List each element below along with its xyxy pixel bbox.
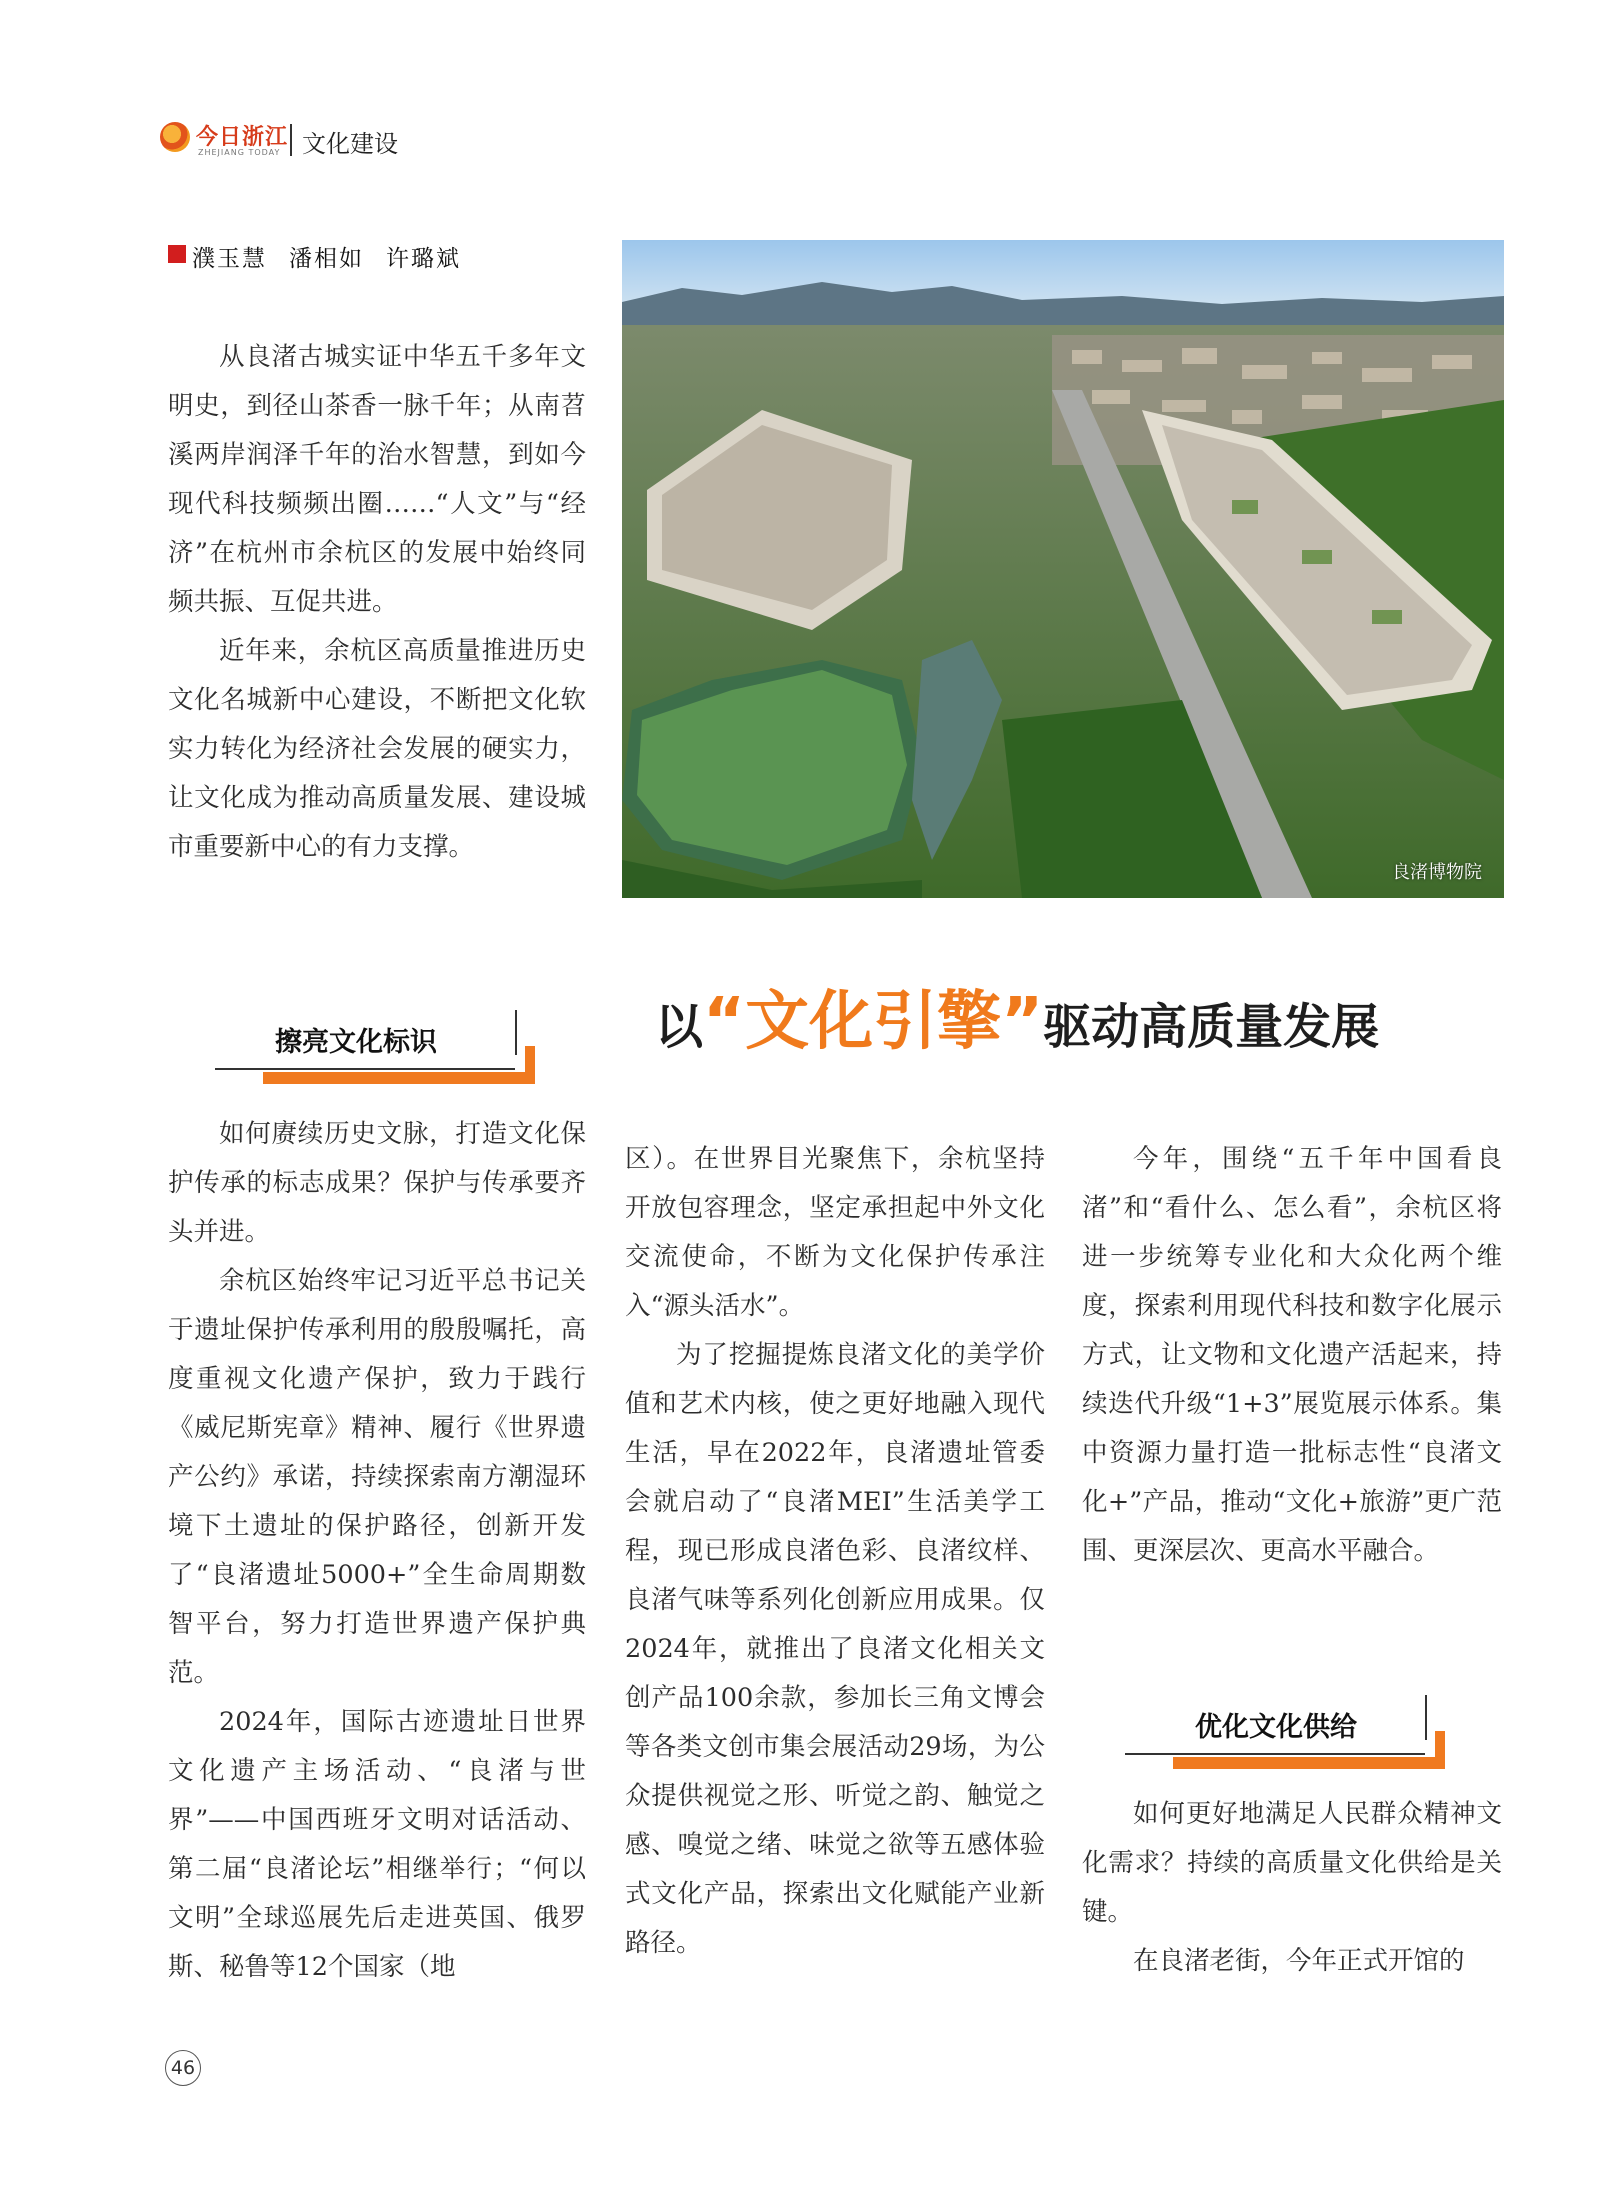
left-column (168, 1110, 586, 1992)
body-paragraph: 如何更好地满足人民群众精神文化需求？持续的高质量文化供给是关键。 (1082, 1799, 1502, 1927)
author-line (192, 240, 483, 273)
magazine-logo (160, 118, 300, 162)
body-paragraph: 如何赓续历史文脉，打造文化保护传承的标志成果？保护与传承要齐头并进。 (168, 1119, 586, 1247)
museum-aerial-photo (622, 240, 1504, 898)
intro-column (168, 333, 586, 872)
title-prefix: 以 (655, 999, 704, 1055)
body-paragraph: 今年，围绕“五千年中国看良渚”和“看什么、怎么看”，余杭区将进一步统筹专业化和大众化两个维度，探索利用现代科技和数字化展示方式，让文物和文化遗产活起来，持续迭代升级“1+3”展览展示体系。集中资源力量打造一批标志性“良渚文化+”产品，推动“文化+旅游”更广范围、更深层次、更高水平融合。 (1082, 1144, 1502, 1566)
right-column-bottom (1082, 1790, 1502, 1986)
author-name: 许璐斌 (386, 246, 461, 272)
middle-column (625, 1135, 1045, 1968)
title-highlight: “文化引擎” (703, 985, 1044, 1059)
body-paragraph: 余杭区始终牢记习近平总书记关于遗址保护传承利用的殷殷嘱托，高度重视文化遗产保护，致力于践行《威尼斯宪章》精神、履行《世界遗产公约》承诺，持续探索南方潮湿环境下土遗址的保护路径，创新开发了“良渚遗址5000+”全生命周期数智平台，努力打造世界遗产保护典范。 (168, 1266, 586, 1688)
logo-sun-icon (160, 122, 190, 152)
subheading-2 (1125, 1695, 1445, 1770)
author-name: 濮玉慧 (192, 246, 267, 272)
photo-caption: 良渚博物院 (1392, 862, 1482, 883)
subheading-text: 擦亮文化标识 (275, 1027, 437, 1058)
body-paragraph: 在良渚老街，今年正式开馆的 (1133, 1946, 1465, 1976)
author-marker-icon (168, 245, 186, 263)
intro-paragraph: 近年来，余杭区高质量推进历史文化名城新中心建设，不断把文化软实力转化为经济社会发展的硬实力，让文化成为推动高质量发展、建设城市重要新中心的有力支撑。 (168, 636, 586, 862)
logo-subtext: ZHEJIANG TODAY (198, 148, 281, 157)
page-number: 46 (165, 2050, 201, 2086)
logo-text: 今日浙江 (196, 124, 289, 150)
section-name: 文化建设 (302, 130, 398, 158)
title-rest: 驱动高质量发展 (1043, 999, 1380, 1055)
subheading-text: 优化文化供给 (1195, 1712, 1357, 1743)
article-title (655, 970, 1379, 1062)
photo-illustration (622, 240, 1504, 898)
right-column-top (1082, 1135, 1502, 1576)
intro-paragraph: 从良渚古城实证中华五千多年文明史，到径山茶香一脉千年；从南苕溪两岸润泽千年的治水智慧，到如今现代科技频频出圈……“人文”与“经济”在杭州市余杭区的发展中始终同频共振、互促共进。 (168, 342, 586, 617)
header-divider (290, 124, 292, 156)
subheading-1 (215, 1010, 535, 1085)
body-paragraph-continued: 区）。在世界目光聚焦下，余杭坚持开放包容理念，坚定承担起中外文化交流使命，不断为文化保护传承注入“源头活水”。 (625, 1144, 1045, 1321)
body-paragraph: 为了挖掘提炼良渚文化的美学价值和艺术内核，使之更好地融入现代生活，早在2022年，良渚遗址管委会就启动了“良渚MEI”生活美学工程，现已形成良渚色彩、良渚纹样、良渚气味等系列化创新应用成果。仅2024年，就推出了良渚文化相关文创产品100余款，参加长三角文博会等各类文创市集会展活动29场，为公众提供视觉之形、听觉之韵、触觉之感、嗅觉之绪、味觉之欲等五感体验式文化产品，探索出文化赋能产业新路径。 (625, 1340, 1045, 1958)
body-paragraph: 2024年，国际古迹遗址日世界文化遗产主场活动、“良渚与世界”——中国西班牙文明对话活动、第二届“良渚论坛”相继举行；“何以文明”全球巡展先后走进英国、俄罗斯、秘鲁等12个国家（地 (168, 1707, 586, 1982)
author-name: 潘相如 (289, 246, 364, 272)
